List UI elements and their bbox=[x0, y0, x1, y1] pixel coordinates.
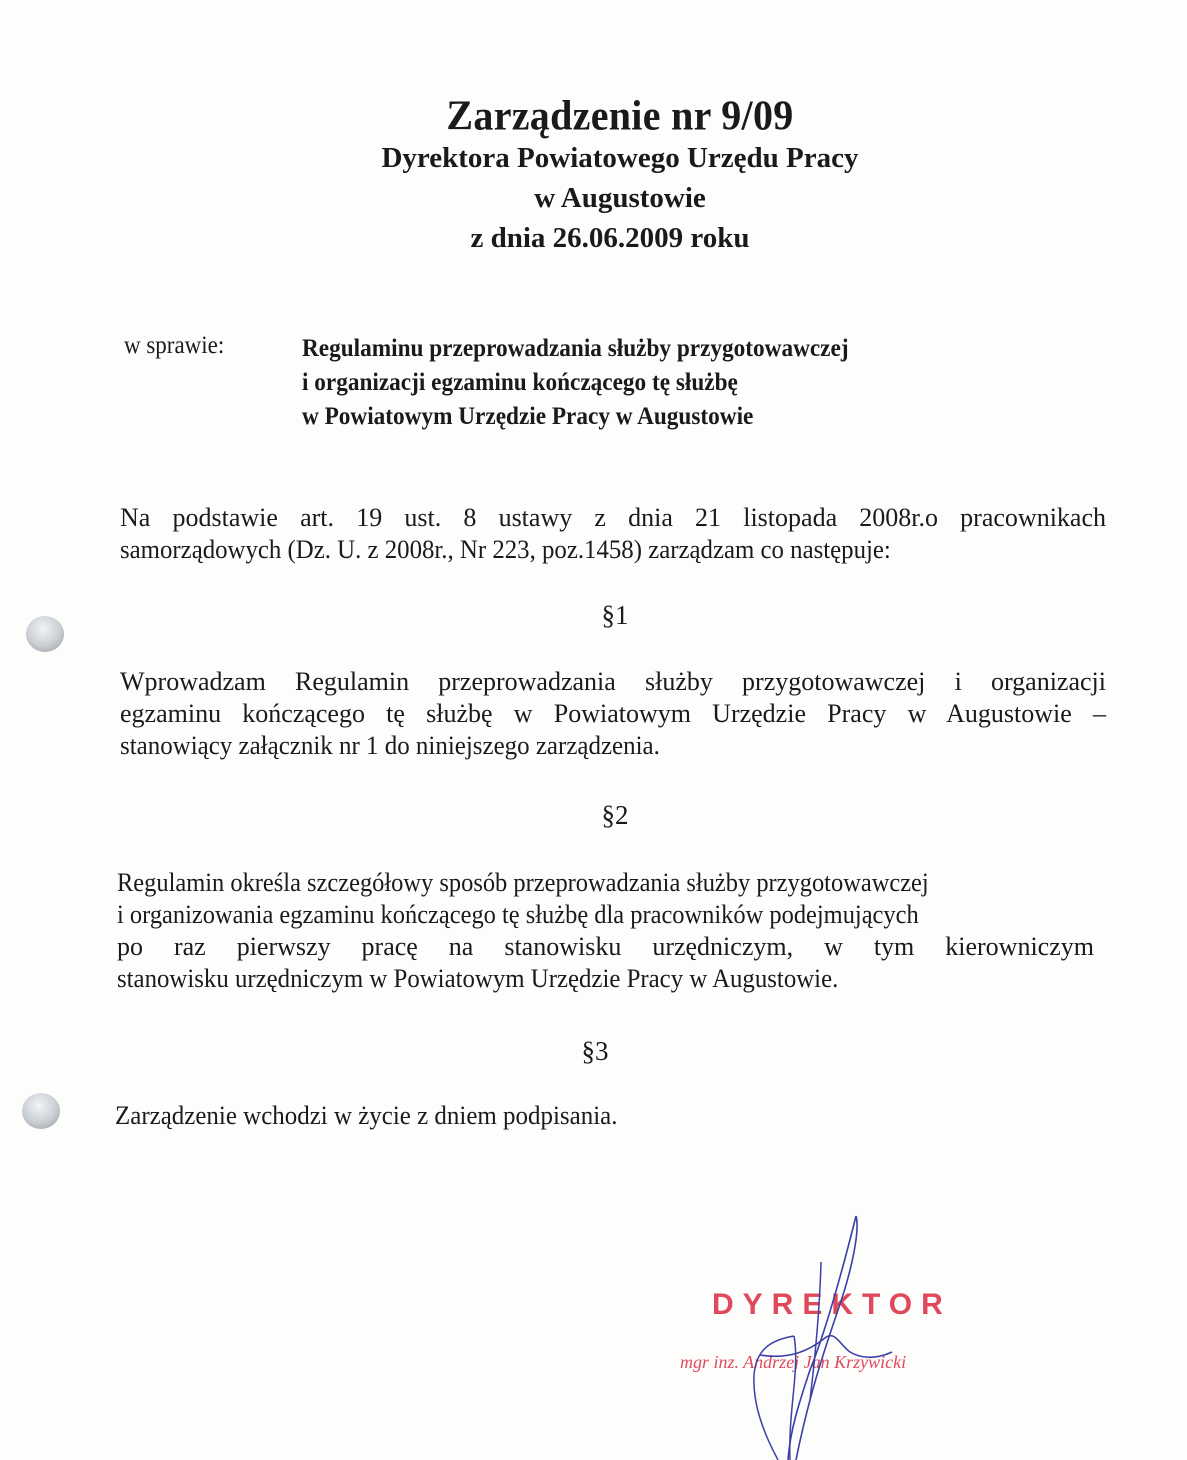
subject-line: Regulaminu przeprowadzania służby przygotowawczej bbox=[302, 335, 849, 362]
text-line: egzaminu kończącego tę służbę w Powiatowym Urzędzie Pracy w Augustowie – bbox=[120, 699, 1106, 728]
text-line: Regulamin określa szczegółowy sposób przeprowadzania służby przygotowawczej bbox=[117, 868, 929, 897]
section-2-paragraph bbox=[117, 867, 1094, 995]
stamp-title: DYREKTOR bbox=[712, 1288, 952, 1321]
text-line: i organizowania egzaminu kończącego tę służbę dla pracowników podejmujących bbox=[117, 900, 919, 929]
text-line: samorządowych (Dz. U. z 2008r., Nr 223, poz.1458) zarządzam co następuje: bbox=[120, 535, 891, 564]
section-marker-3: §3 bbox=[581, 1036, 609, 1066]
signature-stroke bbox=[788, 1216, 856, 1460]
text-line: stanowisku urzędniczym w Powiatowym Urzędzie Pracy w Augustowie. bbox=[117, 964, 839, 993]
section-marker-1: §1 bbox=[601, 600, 629, 630]
stamp-name: mgr inz. Andrzej Jan Krzywicki bbox=[680, 1352, 907, 1372]
document-title: Zarządzenie nr 9/09 bbox=[446, 91, 794, 140]
handwritten-signature bbox=[660, 1200, 980, 1460]
punch-hole-icon bbox=[22, 1093, 60, 1129]
document-location: w Augustowie bbox=[534, 182, 706, 214]
text-line: stanowiący załącznik nr 1 do niniejszego zarządzenia. bbox=[120, 731, 660, 760]
subject-line: i organizacji egzaminu kończącego tę służbę bbox=[302, 369, 738, 396]
text-line: Wprowadzam Regulamin przeprowadzania służby przygotowawczej i organizacji bbox=[120, 667, 1106, 696]
text-line: po raz pierwszy pracę na stanowisku urzędniczym, w tym kierowniczym bbox=[117, 932, 1094, 961]
text-line: Na podstawie art. 19 ust. 8 ustawy z dnia 21 listopada 2008r.o pracownikach bbox=[120, 503, 1106, 532]
section-3-paragraph bbox=[115, 1100, 1101, 1132]
subject-line: w Powiatowym Urzędzie Pracy w Augustowie bbox=[302, 403, 754, 430]
section-1-paragraph bbox=[120, 666, 1106, 762]
signature-stroke bbox=[810, 1262, 821, 1400]
punch-hole-icon bbox=[26, 616, 64, 652]
preamble-paragraph bbox=[120, 502, 1106, 566]
section-marker-2: §2 bbox=[601, 800, 629, 830]
text-line: Zarządzenie wchodzi w życie z dniem podpisania. bbox=[115, 1101, 618, 1130]
document-date: z dnia 26.06.2009 roku bbox=[470, 222, 750, 254]
subject-label: w sprawie: bbox=[124, 332, 225, 359]
document-issuer: Dyrektora Powiatowego Urzędu Pracy bbox=[381, 142, 859, 174]
signature-stroke bbox=[796, 1216, 857, 1460]
